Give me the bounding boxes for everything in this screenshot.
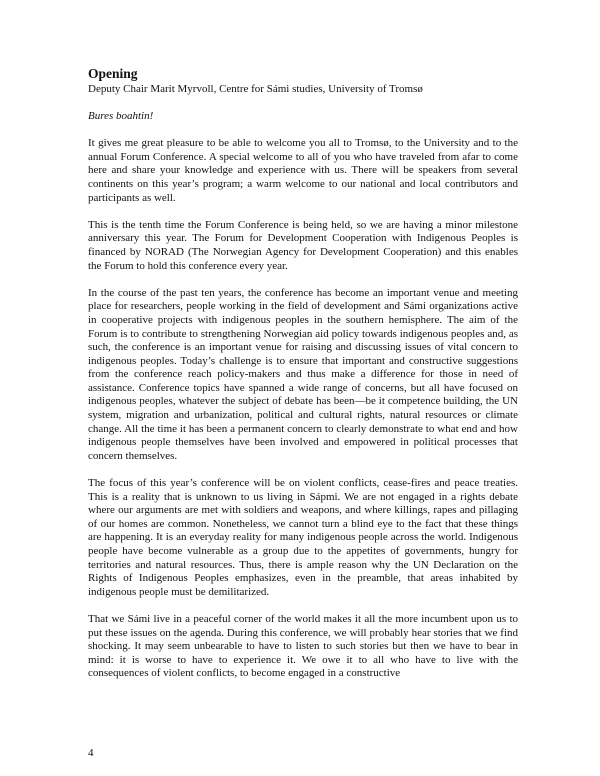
- paragraph-sami-agenda: That we Sámi live in a peaceful corner of the world makes it all the more incumbent upon us to put these issues on the agenda. During this conference, we will probably hear stories that we find shocking. It may seem unbearable to have to listen to such stories but then we have to bear in mind: it is worse to have to experience it. We owe it to all who have to live with the consequences of violent conflicts, to become engaged in a constructive: [88, 612, 518, 680]
- greeting-line: Bures boahtin!: [88, 110, 154, 122]
- paragraph-conference-focus: The focus of this year’s conference will be on violent conflicts, cease-fires and peace treaties. This is a reality that is unknown to us living in Sápmi. We are not engaged in a rights debate where our arguments are met with soldiers and weapons, and where killings, rapes and pillaging of our homes are common. Nonetheless, we cannot turn a blind eye to the fact that these things are happening. It is an everyday reality for many indigenous people across the world. Indigenous people have become vulnerable as a group due to the appetites of governments, hungry for territories and natural resources. Thus, there is ample reason why the UN Declaration on the Rights of Indigenous Peoples emphasizes, even in the preamble, that areas inhabited by indigenous people must be demilitarized.: [88, 477, 518, 598]
- paragraph-forum-history: In the course of the past ten years, the conference has become an important venue and meeting place for researchers, people working in the field of development and Sámi organizations active in cooperative projects with indigenous peoples in the southern hemisphere. The aim of the Forum is to contribute to strengthening Norwegian aid policy towards indigenous peoples and, as such, the conference is an important venue for raising and discussing issues of vital concern to indigenous peoples. Today’s challenge is to ensure that important and constructive suggestions from the conference reach policy-makers and thus make a difference for those in need of assistance. Conference topics have spanned a wide range of concerns, but all have focused on indigenous peoples, whatever the subject of debate has been—be it competence building, the UN system, migration and urbanization, political and cultural rights, natural resources or climate change. All the time it has been a permanent concern to clearly demonstrate to what end and how indigenous people themselves have been involved and empowered in political processes that concern themselves.: [88, 286, 518, 462]
- author-line: Deputy Chair Marit Myrvoll, Centre for Sámi studies, University of Tromsø: [88, 83, 423, 95]
- page-content: [88, 66, 518, 695]
- section-title: Opening: [88, 66, 138, 81]
- paragraph-welcome: It gives me great pleasure to be able to welcome you all to Tromsø, to the University and to the annual Forum Conference. A special welcome to all of you who have traveled from afar to come here and share your knowledge and experience with us. There will be speakers from several continents on this year’s program; a warm welcome to our national and local contributors and participants as well.: [88, 137, 518, 204]
- paragraph-anniversary: This is the tenth time the Forum Conference is being held, so we are having a minor milestone anniversary this year. The Forum for Development Cooperation with Indigenous Peoples is financed by NORAD (The Norwegian Agency for Development Cooperation) and this enables the Forum to hold this conference every year.: [88, 218, 518, 272]
- page-number: 4: [88, 747, 94, 759]
